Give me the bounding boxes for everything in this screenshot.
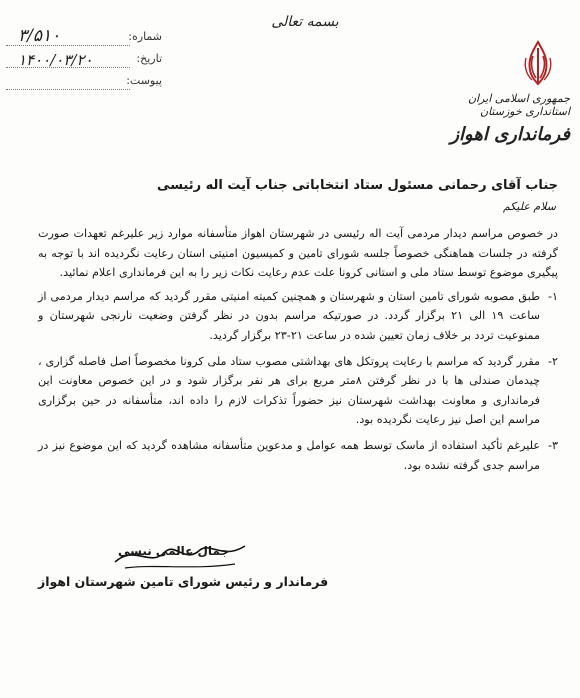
date-row: [6, 48, 206, 70]
number-line: [6, 45, 130, 46]
attachment-label: پیوست:: [126, 74, 162, 87]
date-label: تاریخ:: [136, 52, 162, 65]
item-text: مقرر گردید که مراسم با رعایت پروتکل های بهداشتی مصوب ستاد ملی کرونا مخصوصاً اصل فاصله گزاری ، چیدمان صندلی ها با در نظر گرفتن ۸متر مربع برای هر نفر برگزار شود و در این خصوص معاونت این فرمانداری و معاونت بهداشت شهرستان نیز حضوراً تذکرات لازم را داده اند، متأسفانه در حین برگزاری مراسم این اصل نیز رعایت نگردیده بود.: [38, 354, 540, 427]
letter-meta: [6, 26, 206, 92]
date-line: [6, 67, 130, 68]
number-row: [6, 26, 206, 48]
org-line-1: جمهوری اسلامی ایران: [467, 92, 570, 105]
list-item: [38, 436, 558, 475]
attachment-line: [6, 89, 130, 90]
item-text: علیرغم تأکید استفاده از ماسک توسط همه عوامل و مدعوین متأسفانه مشاهده گردید که این موضوع نیز در مراسم جدی گرفته نشده بود.: [38, 438, 540, 472]
greeting: سلام علیکم: [502, 200, 556, 213]
item-text: طبق مصوبه شورای تامین استان و شهرستان و همچنین کمیته امنیتی مقرر گردید که مراسم دیدار مردمی از ساعت ۱۹ الی ۲۱ برگزار گردد. در صورتیکه مراسم بدون در نظر گرفتن وضعیت نارنجی شهرستان و ممنوعیت تردد بر خلاف زمان تعیین شده در ساعت ۲۱-۲۳ برگزار گردید.: [38, 289, 540, 342]
signer-title: فرماندار و رئیس شورای تامین شهرستان اهواز: [38, 574, 329, 589]
intro-paragraph: در خصوص مراسم دیدار مردمی آیت اله رئیسی در شهرستان اهواز متأسفانه موارد زیر علیرغم تعهدات صورت گرفته در جلسات هماهنگی خصوصاً جلسه شورای تامین و کمیسیون امنیتی استان رعایت نگردیده اند با توجه به پیگیری موضوع توسط ستاد ملی و استانی کرونا علت عدم رعایت نکات زیر را به این فرمانداری اعلام نمائید.: [38, 227, 558, 280]
organization-header: [420, 92, 570, 145]
org-line-2: استانداری خوزستان: [479, 105, 570, 118]
item-number: ۲-: [547, 354, 558, 368]
attachment-row: [6, 70, 206, 92]
item-number: ۳-: [547, 438, 558, 452]
number-value: ۳/۵۱۰: [18, 26, 61, 46]
basmala: بسمه تعالی: [271, 14, 339, 30]
signer-name: جمال عالمی نیسی: [118, 544, 230, 558]
list-item: [38, 352, 558, 430]
item-number: ۱-: [547, 289, 558, 303]
iran-emblem-icon: [520, 38, 556, 88]
letter-body: [38, 224, 558, 481]
org-line-3: فرمانداری اهواز: [450, 124, 570, 145]
recipient-line: جناب آقای رحمانی مسئول ستاد انتخاباتی جناب آیت اله رئیسی: [157, 178, 558, 193]
number-label: شماره:: [128, 30, 162, 43]
date-value: ۱۴۰۰/۰۳/۲۰: [18, 51, 93, 69]
list-item: [38, 287, 558, 346]
